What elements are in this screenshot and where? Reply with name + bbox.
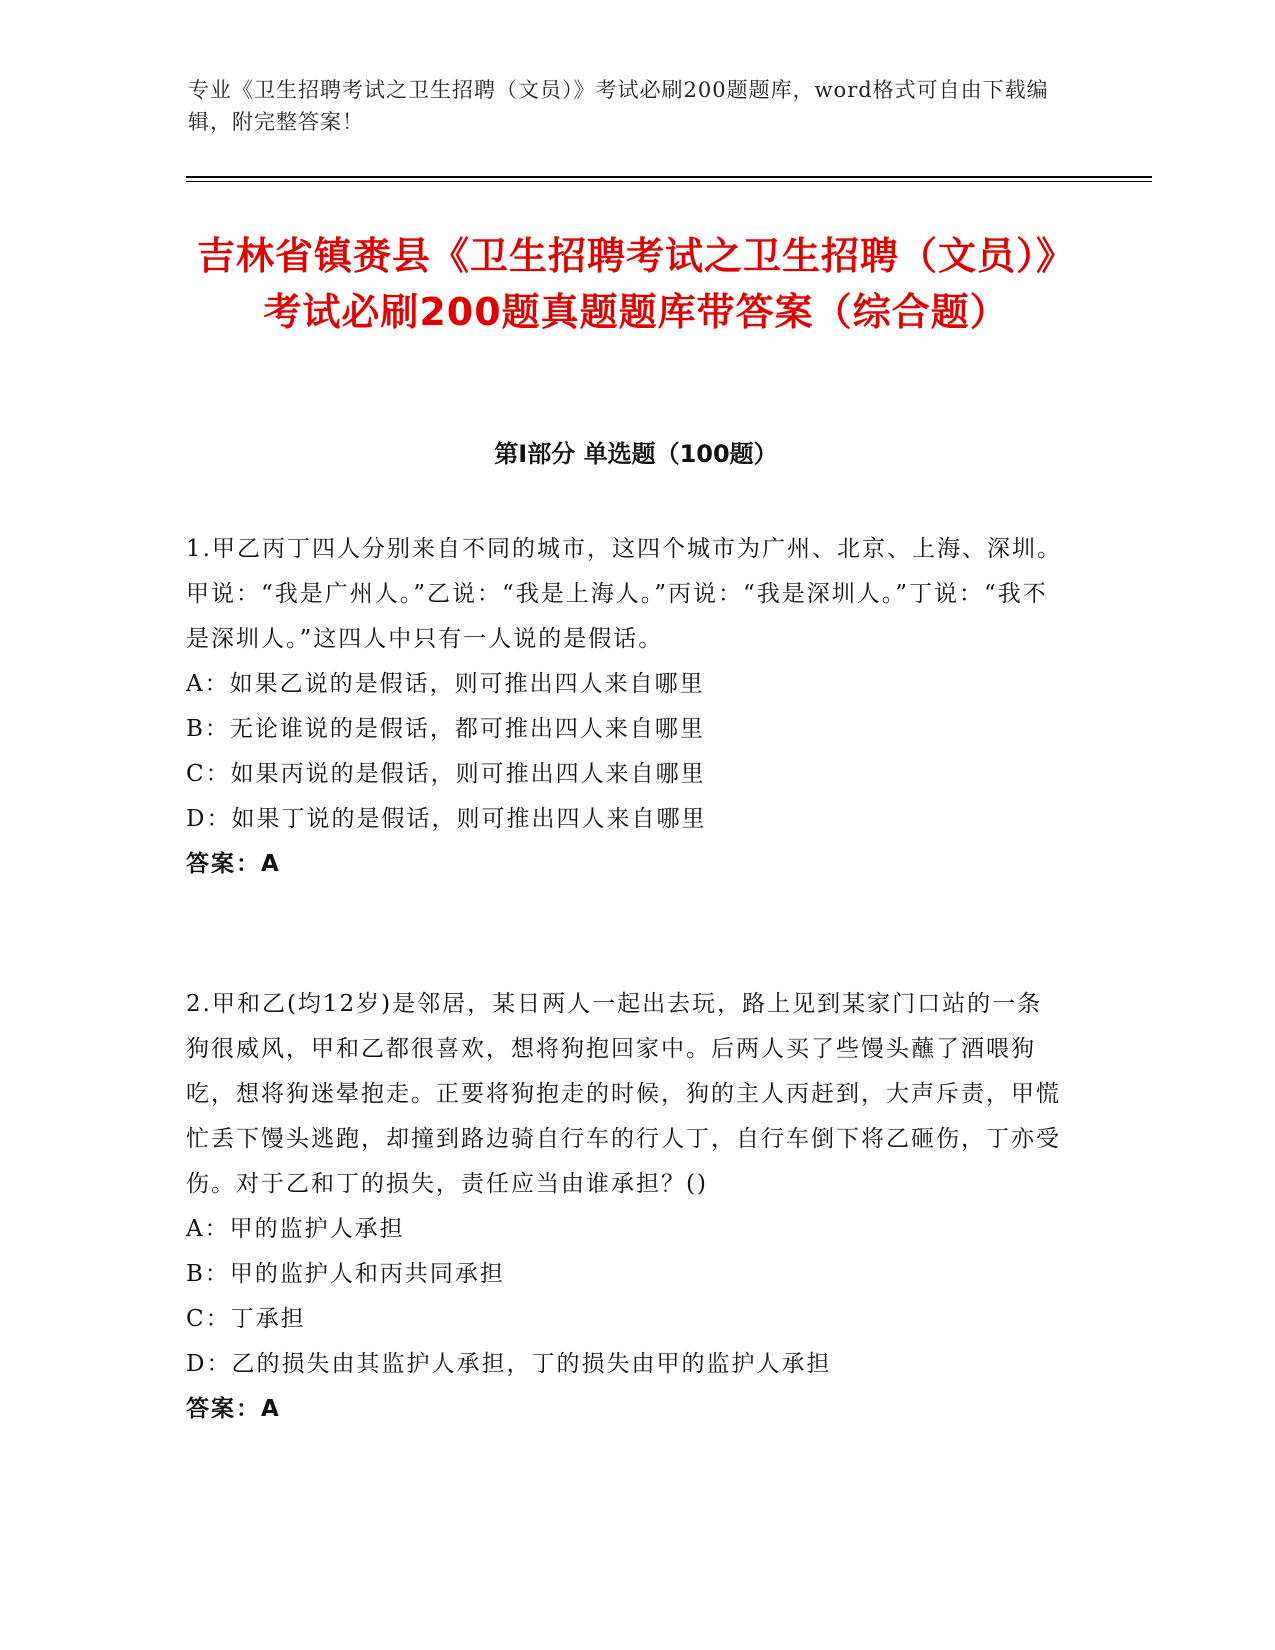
header-rule-thick (186, 176, 1152, 178)
section-heading: 第Ⅰ部分 单选题（100题） (494, 440, 778, 468)
question-1-answer: 答案：A (186, 851, 281, 877)
header-rule-thin (186, 181, 1152, 182)
question-1-option-c: C：如果丙说的是假话，则可推出四人来自哪里 (186, 761, 706, 787)
question-2-option-d: D：乙的损失由其监护人承担，丁的损失由甲的监护人承担 (186, 1351, 832, 1377)
question-2-option-b: B：甲的监护人和丙共同承担 (186, 1261, 505, 1287)
question-2-text: 2.甲和乙(均12岁)是邻居，某日两人一起出去玩，路上见到某家门口站的一条狗很威风，甲和乙都很喜欢，想将狗抱回家中。后两人买了些馒头蘸了酒喂狗吃，想将狗迷晕抱走。正要将狗抱走的时候，狗的主人丙赶到，大声斥责，甲慌忙丢下馒头逃跑，却撞到路边骑自行车的行人丁，自行车倒下将乙砸伤，丁亦受伤。对于乙和丁的损失，责任应当由谁承担？() (186, 991, 1061, 1197)
question-1-option-d: D：如果丁说的是假话，则可推出四人来自哪里 (186, 806, 707, 832)
question-1-option-a: A：如果乙说的是假话，则可推出四人来自哪里 (186, 671, 705, 697)
header-note: 专业《卫生招聘考试之卫生招聘（文员）》考试必刷200题题库，word格式可自由下载编辑，附完整答案！ (188, 78, 1049, 134)
document-title: 吉林省镇赉县《卫生招聘考试之卫生招聘（文员）》考试必刷200题真题题库带答案（综合题） (196, 234, 1075, 334)
question-2-option-c: C：丁承担 (186, 1306, 306, 1332)
question-2-option-a: A：甲的监护人承担 (186, 1216, 405, 1242)
question-2 (186, 982, 1066, 1432)
question-1-text: 1.甲乙丙丁四人分别来自不同的城市，这四个城市为广州、北京、上海、深圳。甲说：“我是广州人。”乙说：“我是上海人。”丙说：“我是深圳人。”丁说：“我不是深圳人。”这四人中只有一人说的是假话。 (186, 536, 1062, 652)
question-1-option-b: B：无论谁说的是假话，都可推出四人来自哪里 (186, 716, 705, 742)
question-2-answer: 答案：A (186, 1396, 281, 1422)
question-1 (186, 527, 1066, 887)
